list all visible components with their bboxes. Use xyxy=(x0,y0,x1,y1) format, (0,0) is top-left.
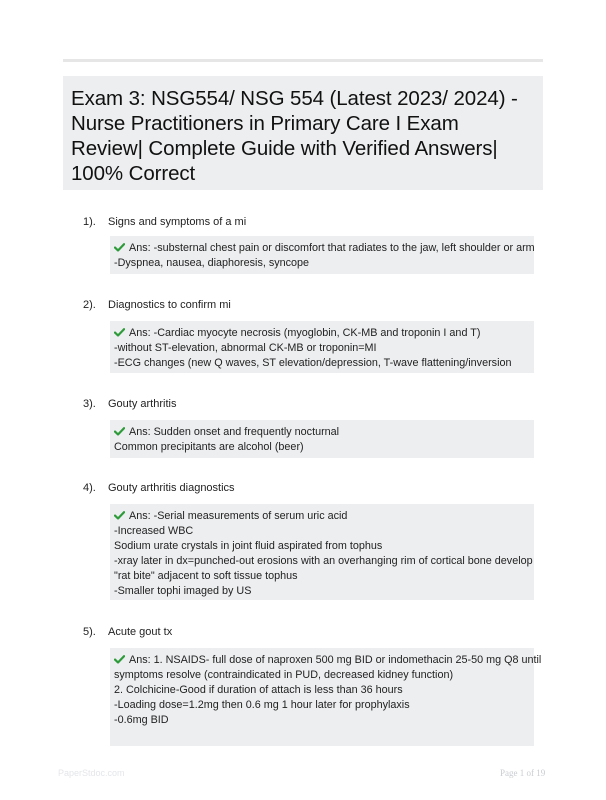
question-number: 3). xyxy=(83,398,96,410)
title-box xyxy=(63,76,543,190)
answer-box xyxy=(110,321,534,373)
answer-line: Ans: -Serial measurements of serum uric acid xyxy=(114,509,530,524)
question-text: Gouty arthritis diagnostics xyxy=(108,482,235,494)
answer-box xyxy=(110,648,542,746)
answer-line: Ans: -Cardiac myocyte necrosis (myoglobin, CK-MB and troponin I and T) xyxy=(114,326,530,341)
answer-line: -Dyspnea, nausea, diaphoresis, syncope xyxy=(114,257,310,269)
answer-line: 2. Colchicine-Good if duration of attach is less than 36 hours xyxy=(114,684,403,696)
question-text: Diagnostics to confirm mi xyxy=(108,299,231,311)
answer-line: Sodium urate crystals in joint fluid aspirated from tophus xyxy=(114,540,383,552)
answer-line: symptoms resolve (contraindicated in PUD, decreased kidney function) xyxy=(114,669,454,681)
answer-line: Ans: Sudden onset and frequently nocturnal xyxy=(114,425,530,440)
footer-watermark: PaperStdoc.com xyxy=(58,768,125,778)
answer-line: -Smaller tophi imaged by US xyxy=(114,585,252,597)
top-divider xyxy=(63,59,543,62)
answer-line: Ans: 1. NSAIDS- full dose of naproxen 500 mg BID or indomethacin 25-50 mg Q8 until xyxy=(114,653,530,668)
question-text: Gouty arthritis xyxy=(108,398,177,410)
answer-line: Common precipitants are alcohol (beer) xyxy=(114,441,304,453)
answer-line: -Increased WBC xyxy=(114,525,194,537)
answer-line: Ans: -substernal chest pain or discomfort that radiates to the jaw, left shoulder or arm xyxy=(114,241,530,256)
answer-line: -ECG changes (new Q waves, ST elevation/depression, T-wave flattening/inversion xyxy=(114,357,512,369)
checkmark-icon xyxy=(114,655,125,664)
question-number: 2). xyxy=(83,299,96,311)
answer-box xyxy=(110,420,534,458)
answer-line: "rat bite" adjacent to soft tissue tophus xyxy=(114,570,298,582)
question-number: 5). xyxy=(83,626,96,638)
question-text: Signs and symptoms of a mi xyxy=(108,216,247,228)
page-number: Page 1 of 19 xyxy=(500,768,546,778)
question-number: 4). xyxy=(83,482,96,494)
answer-box xyxy=(110,504,534,600)
checkmark-icon xyxy=(114,243,125,252)
checkmark-icon xyxy=(114,511,125,520)
checkmark-icon xyxy=(114,328,125,337)
answer-line: -without ST-elevation, abnormal CK-MB or troponin=MI xyxy=(114,342,377,354)
question-text: Acute gout tx xyxy=(108,626,173,638)
checkmark-icon xyxy=(114,427,125,436)
answer-line: -xray later in dx=punched-out erosions with an overhanging rim of cortical bone develop xyxy=(114,555,533,567)
answer-line: -Loading dose=1.2mg then 0.6 mg 1 hour later for prophylaxis xyxy=(114,699,410,711)
question-number: 1). xyxy=(83,216,96,228)
document-title: Exam 3: NSG554/ NSG 554 (Latest 2023/ 2024) - Nurse Practitioners in Primary Care I Exam Review| Complete Guide with Verified Answers| 100% Correct xyxy=(71,87,518,185)
answer-line: -0.6mg BID xyxy=(114,714,169,726)
answer-box xyxy=(110,236,534,274)
